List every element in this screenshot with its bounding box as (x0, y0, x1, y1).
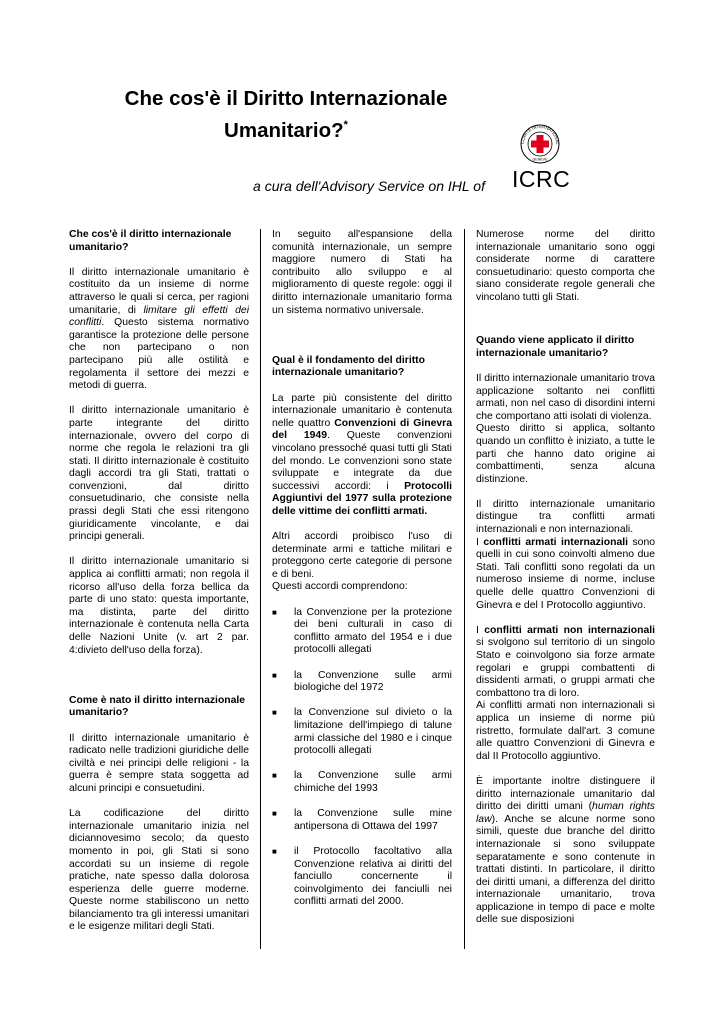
list-item (272, 770, 452, 795)
paragraph: Il diritto internazionale umanitario è radicato nelle tradizioni giuridiche delle civiltà e nei principi delle religioni - la guerra è sempre stata soggetta ad alcuni principi e consuetudini. (69, 732, 249, 794)
logo-text: ICRC (512, 166, 571, 192)
text-run: si svolgono sul territorio di un singolo Stato e coinvolgono sia forze armate regolari e gruppi combattenti di dissidenti armati, o gruppi armati che combattono tra di loro. (476, 637, 655, 699)
bullet-icon: ■ (272, 670, 277, 680)
list-item (272, 707, 452, 757)
conventions-list (272, 607, 452, 909)
bullet-icon: ■ (272, 607, 277, 617)
paragraph: Il diritto internazionale umanitario trova applicazione soltanto nei conflitti armati, non nel caso di disordini interni che comportano atti isolati di violenza. (476, 372, 655, 422)
paragraph: Il diritto internazionale umanitario distingue tra conflitti armati internazionali e non internazionali. (476, 498, 655, 536)
bold-text: conflitti armati internazionali (483, 536, 628, 548)
column-divider-2 (464, 229, 465, 949)
list-item-text: la Convenzione sulle armi biologiche del 1972 (294, 669, 452, 694)
text-run: Il diritto internazionale umanitario è costituito da un insieme di norme attraverso le quali si cerca, per ragioni umanitarie, di (69, 266, 249, 316)
logo-bottom-text: GENÈVE (532, 157, 548, 162)
paragraph: Altri accordi proibisco l'uso di determinate armi e tattiche militari e proteggono certe categorie di persone e di beni. (272, 531, 452, 580)
section-heading: Che cos'è il diritto internazionale umanitario? (69, 229, 232, 253)
bullet-icon: ■ (272, 846, 277, 856)
bullet-icon: ■ (272, 771, 277, 781)
paragraph: In seguito all'espansione della comunità internazionale, un sempre maggiore numero di Stati ha contribuito allo sviluppo e al miglioramento di queste regole: oggi il diritto internazionale umanitario forma un sistema normativo universale. (272, 229, 452, 316)
text-run: ). Anche se alcune norme sono simili, queste due branche del diritto internazionale si sono sviluppate separatamente e sono contenute in trattati distinti. In particolare, il diritto dei diritti umani, a differenza del diritto internazionale umanitario, trova applicazione in tempo di pace e molte delle sue disposizioni (476, 813, 655, 926)
column-3 (476, 229, 655, 940)
list-item-text: il Protocollo facoltativo alla Convenzione relativa ai diritti del fanciullo concernente il coinvolgimento dei fanciulli nei conflitti armati del 2000. (294, 845, 452, 908)
paragraph: Questo diritto si applica, soltanto quando un conflitto è iniziato, a tutte le parti che hanno dato origine ai combattimenti, senza alcuna distinzione. (476, 423, 655, 485)
paragraph: La codificazione del diritto internazionale umanitario inizia nel diciannovesimo secolo; da questo momento in poi, gli Stati si sono accordati su un insieme di regole pratiche, nate spesso dalla dolorosa esperienza delle guerre moderne. Queste norme stabiliscono un netto bilanciamento tra gli interessi umanitari e le esigenze militari degli Stati. (69, 808, 249, 933)
emphasis-text: human rights law (476, 801, 655, 825)
emphasis-text: limitare gli effetti dei conflitti (69, 304, 250, 329)
list-item-text: la Convenzione sul divieto o la limitazione dell'impiego di talune armi classiche del 1980 e i cinque protocolli allegati (294, 707, 452, 757)
paragraph (476, 625, 655, 701)
text-run: sono quelli in cui sono coinvolti almeno due Stati. Tali conflitti sono regolati da un numeroso insieme di norme, incluse quelle delle quattro Convenzioni di Ginevra e del I Protocollo aggiuntivo. (476, 536, 656, 611)
column-divider-1 (260, 229, 261, 949)
text-run: È importante inoltre distinguere il diritto internazionale umanitario dal diritto dei diritti umani ( (476, 775, 655, 813)
bullet-icon: ■ (272, 708, 277, 718)
text-run: . Questo sistema normativo garantisce la protezione delle persone che non partecipano o non partecipano più alle ostilità e regolamenta il settore dei mezzi e metodi di guerra. (69, 317, 249, 392)
list-item (272, 670, 452, 695)
section-heading: Quando viene applicato il diritto internazionale umanitario? (476, 335, 635, 359)
bullet-icon: ■ (272, 809, 277, 819)
column-2 (272, 229, 452, 921)
text-run: I (476, 536, 484, 548)
title-line-1: Che cos'è il Diritto Internazionale (124, 87, 448, 110)
list-item (272, 808, 452, 833)
paragraph (476, 537, 655, 613)
paragraph (272, 393, 452, 519)
bold-text: Protocolli Aggiuntivi del 1977 sulla protezione delle vittime dei conflitti armati. (272, 480, 452, 517)
paragraph: Questi accordi comprendono: (272, 581, 408, 593)
text-run: I (476, 624, 485, 636)
list-item (272, 846, 452, 909)
section-heading: Come è nato il diritto internazionale umanitario? (69, 694, 246, 719)
list-item-text: la Convenzione sulle armi chimiche del 1993 (294, 770, 452, 794)
title-line-2: Umanitario? (224, 119, 344, 142)
bold-text: conflitti armati non internazionali (484, 624, 656, 636)
paragraph: Il diritto internazionale umanitario è parte integrante del diritto internazionale, ovvero del corpo di norme che regola le relazioni tra gli stati. Il diritto internazionale è costituito dagli accordi tra gli Stati, trattati o convenzioni, dal diritto consuetudinario, che consiste nella prassi degli Stati che essi ritengono giuridicamente vincolante, e dai principi generali. (69, 405, 249, 543)
paragraph: Ai conflitti armati non internazionali si applica un insieme di norme più ristretto, formulate dall'art. 3 comune alle quattro Convenzioni di Ginevra e dal II Protocollo aggiuntivo. (476, 700, 655, 762)
logo-ring-text: COMITÉ INTERNATIONAL (519, 123, 561, 145)
footnote-marker: * (343, 119, 348, 131)
paragraph (476, 776, 655, 927)
paragraph (69, 267, 249, 393)
page-title (96, 86, 476, 144)
list-item-text: la Convenzione per la protezione dei beni culturali in caso di conflitto armato del 1954 e i due protocolli allegati (294, 606, 452, 656)
list-item (272, 607, 452, 657)
subtitle: a cura dell'Advisory Service on IHL of (253, 178, 485, 194)
section-heading: Qual è il fondamento del diritto internazionale umanitario? (272, 354, 425, 379)
bold-text: Convenzioni di Ginevra del 1949 (272, 417, 452, 442)
column-1 (69, 229, 249, 947)
paragraph: Il diritto internazionale umanitario si applica ai conflitti armati; non regola il ricorso all'uso della forza bellica da parte di uno stato: questa importante, ma distinta, parte del diritto internazionale è contenuta nella Carta delle Nazioni Unite (v. art 2 par. 4:divieto dell'uso della forza). (69, 556, 249, 656)
text-run: . Queste convenzioni vincolano pressoché quasi tutti gli Stati del mondo. Le convenzioni sono state sviluppate e integrate da due successivi accordi: i (272, 430, 452, 492)
paragraph: Numerose norme del diritto internazionale umanitario sono oggi considerate norme di carattere consuetudinario: questo comporta che siano considerate regole generali che vincolano tutti gli Stati. (476, 229, 655, 303)
list-item-text: la Convenzione sulle mine antipersona di Ottawa del 1997 (294, 808, 452, 832)
text-run: La parte più consistente del diritto internazionale umanitario è contenuta nelle quattro (272, 392, 452, 429)
